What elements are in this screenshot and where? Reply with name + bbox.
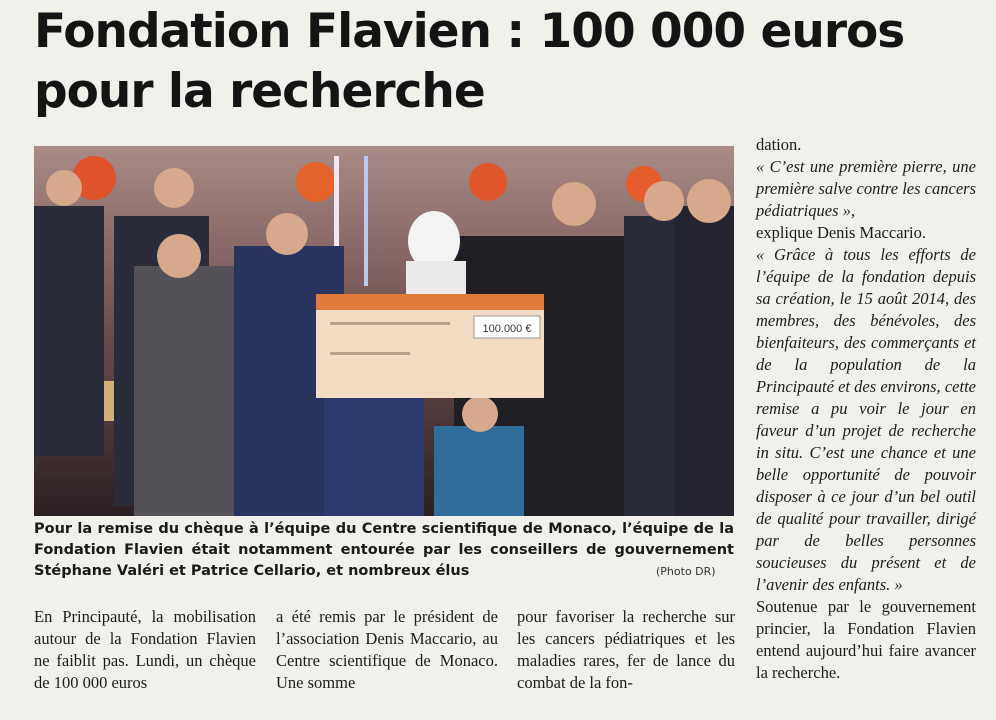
- closing-paragraph: Soutenue par le gouvernement princier, la Fondation Flavien entend aujourd’hui faire avancer la recherche.: [756, 597, 976, 682]
- body-column-1: [34, 606, 256, 694]
- photo-credit: (Photo DR): [656, 565, 716, 578]
- quote-attribution: explique Denis Maccario.: [756, 223, 926, 242]
- article-photo: [34, 146, 734, 516]
- body-column-4: [756, 134, 976, 684]
- body-paragraph: dation.: [756, 135, 802, 154]
- cheque-amount: 100.000 €: [482, 323, 532, 335]
- body-paragraph: a été remis par le président de l’association Denis Maccario, au Centre scientifique de Monaco. Une somme: [276, 607, 498, 692]
- body-column-2: [276, 606, 498, 694]
- body-column-3: [517, 606, 735, 694]
- body-paragraph: En Principauté, la mobilisation autour de la Fondation Flavien ne faiblit pas. Lundi, un chèque de 100 000 euros: [34, 607, 256, 692]
- body-paragraph: pour favoriser la recherche sur les cancers pédiatriques et les maladies rares, fer de lance du combat de la fon-: [517, 607, 735, 692]
- article-headline: Fondation Flavien : 100 000 euros pour la recherche: [34, 4, 905, 119]
- photo-caption: Pour la remise du chèque à l’équipe du Centre scientifique de Monaco, l’équipe de la Fondation Flavien était notamment entourée par les conseillers de gouvernement Stéphane Valéri et Patrice Cellario, et nombreux élus: [34, 521, 734, 579]
- quote-first: « C’est une première pierre, une première salve contre les cancers pédiatriques »,: [756, 157, 976, 220]
- quote-second: « Grâce à tous les efforts de l’équipe de la fondation depuis sa création, le 15 août 2014, des membres, des bénévoles, des bienfaiteurs, des commerçants et de la population de la Principauté et des environs, cette remise a pu voir le jour en faveur d’un projet de recherche in situ. C’est une chance et une belle opportunité de pouvoir disposer à ce jour d’un bel outil de qualité pour travailler, dirigé par de belles personnes soucieuses du présent et de l’avenir des enfants. »: [756, 245, 976, 594]
